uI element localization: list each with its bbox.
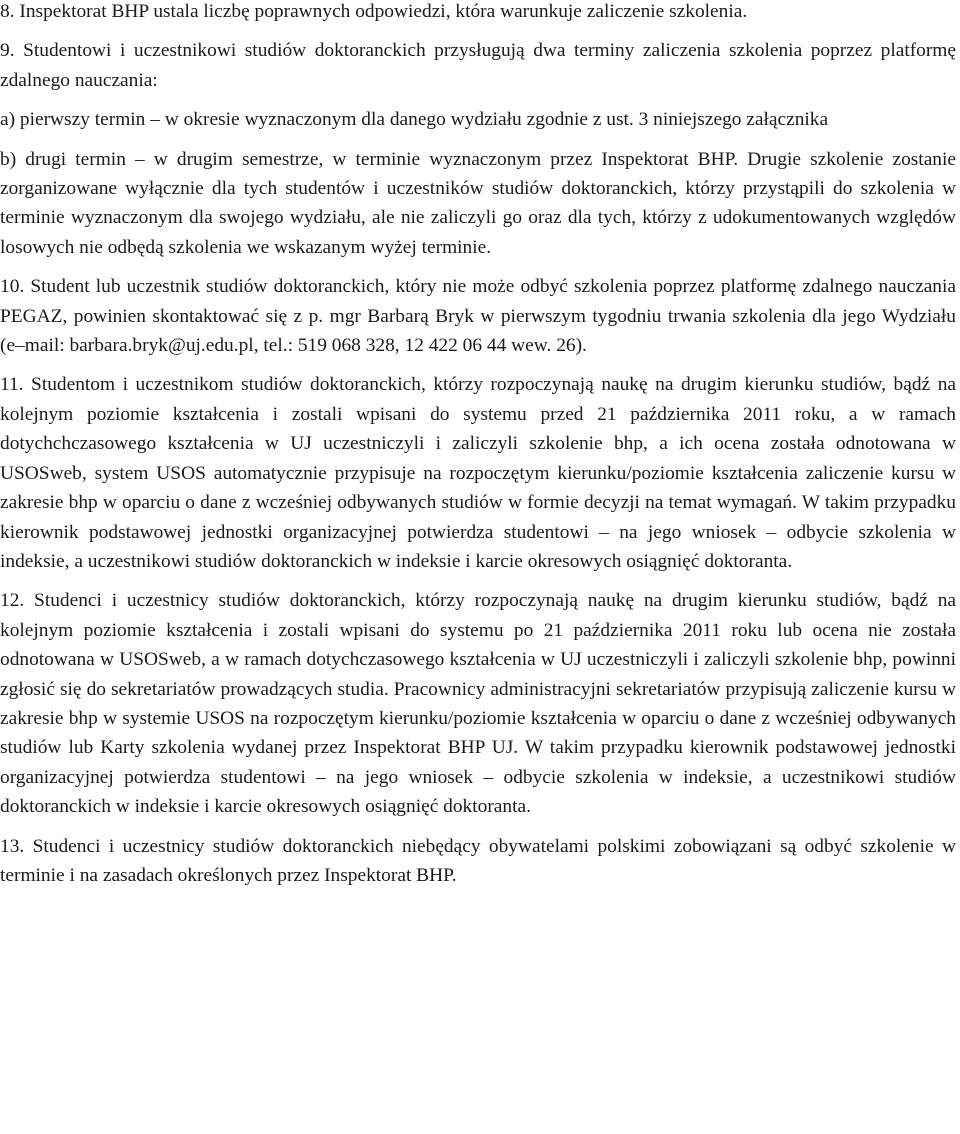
paragraph-11: 11. Studentom i uczestnikom studiów doktoranckich, którzy rozpoczynają naukę na drugim kierunku studiów, bądź na kolejnym poziomie kształcenia i zostali wpisani do systemu przed 21 października 2011 roku, a w ramach dotychchczasowego kształcenia w UJ uczestniczyli i zaliczyli szkolenie bhp, a ich ocena została odnotowana w USOSweb, system USOS automatycznie przypisuje na rozpoczętym kierunku/poziomie kształcenia zaliczenie kursu w zakresie bhp w oparciu o dane z wcześniej odbywanych studiów w formie decyzji na temat wymagań. W takim przypadku kierownik podstawowej jednostki organizacyjnej potwierdza studentowi – na jego wniosek – odbycie szkolenia w indeksie, a uczestnikowi studiów doktoranckich w indeksie i karcie okresowych osiągnięć doktoranta.	[0, 374, 956, 572]
paragraph-13: 13. Studenci i uczestnicy studiów doktoranckich niebędący obywatelami polskimi zobowiązani są odbyć szkolenie w terminie i na zasadach określonych przez Inspektorat BHP.	[0, 835, 956, 886]
paragraph-9a: a) pierwszy termin – w okresie wyznaczonym dla danego wydziału zgodnie z ust. 3 niniejszego załącznika	[0, 109, 829, 131]
paragraph-9b: b) drugi termin – w drugim semestrze, w terminie wyznaczonym przez Inspektorat BHP. Drugie szkolenie zostanie zorganizowane wyłącznie dla tych studentów i uczestników studiów doktoranckich, którzy przystąpili do szkolenia w terminie wyznaczonym dla swojego wydziału, ale nie zaliczyli go oraz dla tych, którzy z udokumentowanych względów losowych nie odbędą szkolenia we wskazanym wyżej terminie.	[0, 148, 956, 258]
paragraph-12: 12. Studenci i uczestnicy studiów doktoranckich, którzy rozpoczynają naukę na drugim kierunku studiów, bądź na kolejnym poziomie kształcenia i zostali wpisani do systemu po 21 października 2011 roku lub ocena nie została odnotowana w USOSweb, a w ramach dotychczasowego kształcenia w UJ uczestniczyli i zaliczyli szkolenie bhp, powinni zgłosić się do sekretariatów prowadzących studia. Pracownicy administracyjni sekretariatów przypisują zaliczenie kursu w zakresie bhp w systemie USOS na rozpoczętym kierunku/poziomie kształcenia w oparciu o dane z wcześniej odbywanych studiów lub Karty szkolenia wydanej przez Inspektorat BHP UJ. W takim przypadku kierownik podstawowej jednostki organizacyjnej potwierdza studentowi – na jego wniosek – odbycie szkolenia w indeksie, a uczestnikowi studiów doktoranckich w indeksie i karcie okresowych osiągnięć doktoranta.	[0, 590, 956, 818]
paragraph-10: 10. Student lub uczestnik studiów doktoranckich, który nie może odbyć szkolenia poprzez platformę zdalnego nauczania PEGAZ, powinien skontaktować się z p. mgr Barbarą Bryk w pierwszym tygodniu trwania szkolenia dla jego Wydziału (e–mail: barbara.bryk@uj.edu.pl, tel.: 519 068 328, 12 422 06 44 wew. 26).	[0, 276, 956, 357]
paragraph-9: 9. Studentowi i uczestnikowi studiów doktoranckich przysługują dwa terminy zaliczenia szkolenia poprzez platformę zdalnego nauczania:	[0, 40, 956, 91]
paragraph-8: 8. Inspektorat BHP ustala liczbę poprawnych odpowiedzi, która warunkuje zaliczenie szkolenia.	[0, 1, 748, 22]
